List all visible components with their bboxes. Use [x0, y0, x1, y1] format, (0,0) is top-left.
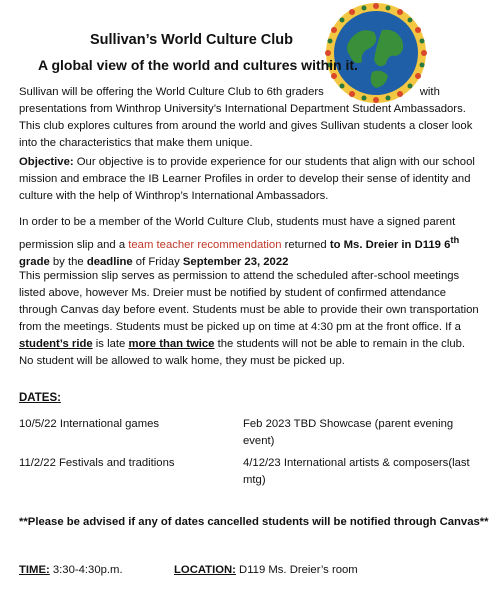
membership-grade: grade [19, 255, 50, 268]
intro-text-b: with [419, 86, 440, 98]
location-label: LOCATION: [174, 564, 236, 576]
objective-paragraph [19, 154, 481, 205]
location-value: D119 Ms. Dreier’s room [235, 564, 358, 576]
time-label: TIME: [19, 564, 50, 576]
meeting-location [174, 564, 358, 576]
permission-text-b: is late [92, 338, 129, 350]
more-than-twice: more than twice [128, 338, 215, 350]
objective-text: Our objective is to provide experience for our students that align with our school mission and embrace the IB Learner Profiles in order to develop their sense of identity and culture with the help of Winthrop’s International Ambassadors. [19, 156, 475, 202]
time-value: 3:30-4:30p.m. [49, 564, 123, 576]
membership-deadline: deadline [86, 255, 133, 268]
membership-to: to Ms. Dreier in D119 6 [329, 238, 451, 251]
intro-text-a: Sullivan will be offering the World Culture Club to 6th graders [19, 86, 324, 98]
intro-paragraph [19, 84, 481, 152]
permission-paragraph [19, 268, 481, 370]
membership-text-b: returned [281, 238, 330, 251]
dates-heading: DATES: [19, 392, 61, 404]
meeting-time [19, 564, 123, 576]
event-item: Feb 2023 TBD Showcase (parent evening event) [243, 418, 454, 447]
page-title: Sullivan’s World Culture Club [90, 32, 294, 48]
permission-text-a: This permission slip serves as permission to attend the scheduled after-school meetings listed above, however Ms. Dreier must be notified by student of confirmed attendance through Canvas day before event. Students must be able to provide their own transportation from the meetings. Students must be picked up on time at 4:30 pm at the front office. If a [19, 270, 479, 333]
membership-text-a: In order to be a member of the World Culture Club, students must have a signed parent permission slip and a [19, 216, 456, 251]
event-item: 11/2/22 Festivals and traditions [19, 457, 175, 469]
team-teacher-recommendation: team teacher recommendation [128, 238, 282, 251]
event-item: 4/12/23 International artists & composers(last mtg) [243, 457, 470, 486]
membership-sup: th [450, 234, 460, 245]
membership-date: September 23, 2022 [182, 255, 289, 268]
membership-text-c: by the [49, 255, 87, 268]
intro-text-c: presentations from Winthrop University’s International Department Student Ambassadors. This club explores cultures from around the world and gives Sullivan students a closer look into the characteristics that make them unique. [19, 103, 473, 149]
cancellation-advisory: **Please be advised if any of dates cancelled students will be notified through Canvas** [19, 516, 489, 528]
event-item: 10/5/22 International games [19, 418, 160, 430]
membership-text-d: of Friday [132, 255, 183, 268]
page-subtitle: A global view of the world and cultures within it. [38, 57, 358, 73]
permission-text-c: the students will not be able to remain in the club. No student will be allowed to walk home, they must be picked up. [19, 338, 466, 367]
students-ride: student’s ride [19, 338, 93, 350]
membership-paragraph [19, 214, 481, 271]
objective-label: Objective: [19, 156, 74, 168]
